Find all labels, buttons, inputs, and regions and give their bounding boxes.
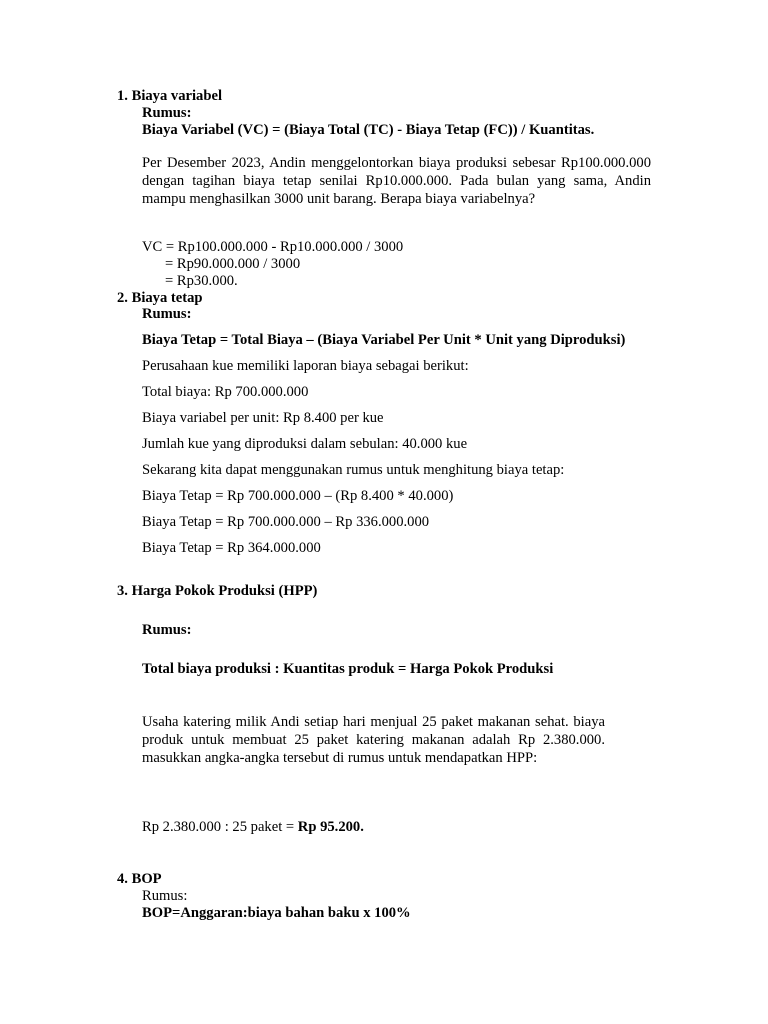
section1-calc-line-2: = Rp90.000.000 / 3000: [165, 256, 301, 272]
section3-formula: Total biaya produksi : Kuantitas produk = Harga Pokok Produksi: [142, 661, 554, 677]
section2-formula: Biaya Tetap = Total Biaya – (Biaya Variabel Per Unit * Unit yang Diproduksi): [142, 332, 626, 348]
section3-heading: 3. Harga Pokok Produksi (HPP): [117, 583, 318, 599]
section3-rumus-label: Rumus:: [142, 622, 192, 638]
section2-line-1: Perusahaan kue memiliki laporan biaya sebagai berikut:: [142, 358, 469, 374]
section1-rumus-label: Rumus:: [142, 105, 192, 121]
section2-line-2: Total biaya: Rp 700.000.000: [142, 384, 309, 400]
section2-line-5: Sekarang kita dapat menggunakan rumus untuk menghitung biaya tetap:: [142, 462, 565, 478]
section2-line-7: Biaya Tetap = Rp 700.000.000 – Rp 336.000.000: [142, 514, 430, 530]
section4-formula: BOP=Anggaran:biaya bahan baku x 100%: [142, 905, 411, 921]
section2-line-4: Jumlah kue yang diproduksi dalam sebulan: 40.000 kue: [142, 436, 468, 452]
section3-result-prefix: Rp 2.380.000 : 25 paket =: [142, 819, 298, 835]
section2-line-8: Biaya Tetap = Rp 364.000.000: [142, 540, 321, 556]
section1-formula: Biaya Variabel (VC) = (Biaya Total (TC) - Biaya Tetap (FC)) / Kuantitas.: [142, 122, 595, 138]
section3-paragraph: Usaha katering milik Andi setiap hari menjual 25 paket makanan sehat. biaya produk untuk membuat 25 paket katering makanan adalah Rp 2.380.000. masukkan angka-angka tersebut di rumus untuk mendapatkan HPP:: [142, 714, 605, 766]
section2-rumus-label: Rumus:: [142, 306, 192, 322]
section4-heading: 4. BOP: [117, 871, 162, 887]
section1-heading: 1. Biaya variabel: [117, 88, 222, 104]
section2-line-6: Biaya Tetap = Rp 700.000.000 – (Rp 8.400 * 40.000): [142, 488, 454, 504]
section3-result-value: Rp 95.200.: [297, 819, 364, 835]
section2-heading: 2. Biaya tetap: [117, 290, 203, 306]
section1-paragraph: Per Desember 2023, Andin menggelontorkan biaya produksi sebesar Rp100.000.000 dengan tagihan biaya tetap senilai Rp10.000.000. Pada bulan yang sama, Andin mampu menghasilkan 3000 unit barang. Berapa biaya variabelnya?: [142, 155, 651, 207]
section4-rumus-label: Rumus:: [142, 888, 188, 904]
section2-line-3: Biaya variabel per unit: Rp 8.400 per kue: [142, 410, 384, 426]
section1-calc-line-3: = Rp30.000.: [165, 273, 238, 289]
section1-calc-line-1: VC = Rp100.000.000 - Rp10.000.000 / 3000: [142, 239, 404, 255]
section3-result: [142, 819, 364, 836]
